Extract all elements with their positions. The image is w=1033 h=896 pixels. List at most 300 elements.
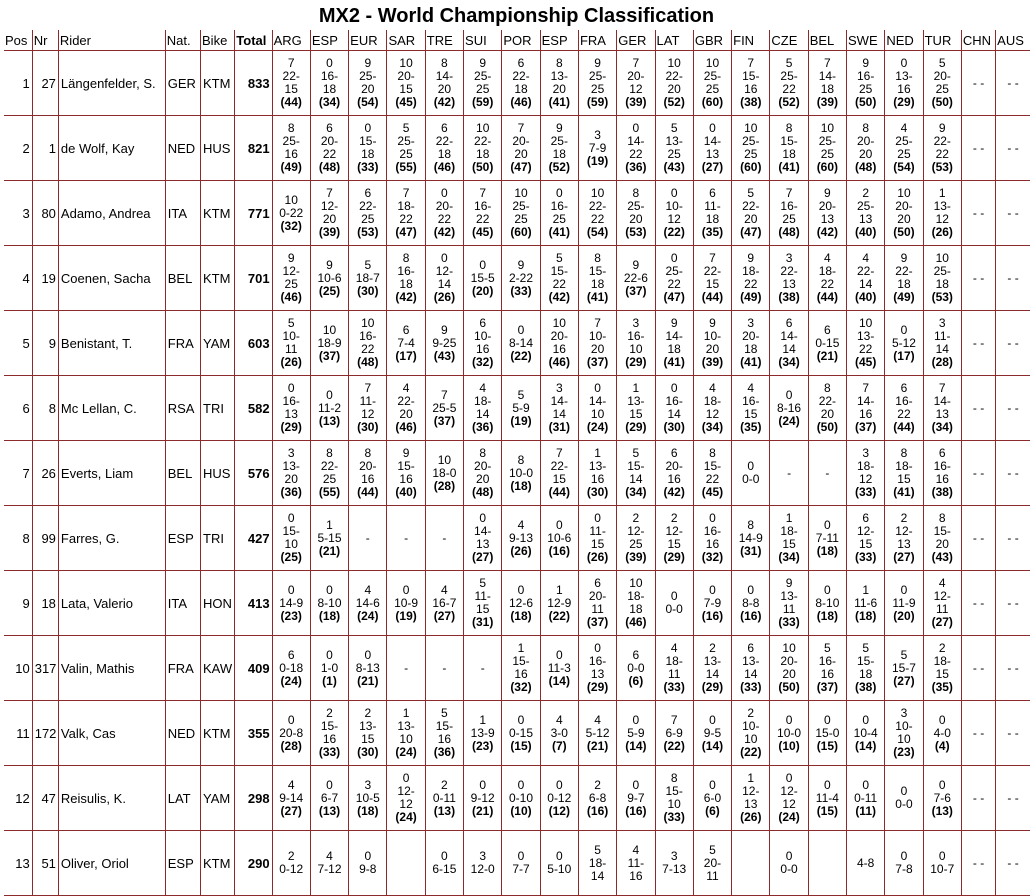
heat-result: 7-8 [895,862,913,876]
heat-result: 16- [474,199,492,213]
race-result-cell [578,831,616,896]
heat-result: 18 [858,667,873,681]
col-rider: Rider [58,30,165,51]
heat-result: 13- [703,654,722,668]
heat-result: - - [1007,140,1019,155]
heat-result: 10 [782,641,796,655]
heat-result: 9 [555,121,563,135]
race-points: (21) [586,738,609,753]
race-result-cell [885,506,923,571]
race-result-cell [349,311,387,376]
race-points: (23) [280,608,302,623]
heat-result: 11 [284,342,298,356]
race-result-cell [425,701,463,766]
heat-result: 0 [709,511,716,525]
heat-result: 22 [476,212,490,226]
race-points: (37) [816,680,839,694]
race-points: (40) [395,485,417,499]
race-result-cell [617,831,655,896]
heat-result: 15 [897,472,911,486]
heat-result: 0 [785,712,793,727]
race-result-cell [732,701,770,766]
heat-result: 16- [627,329,645,343]
race-points: (33) [854,485,877,499]
heat-result: 10 [820,121,835,135]
heat-result: 5 [862,641,869,655]
heat-result: 25 [629,537,643,551]
heat-result: 8-10 [317,595,342,610]
race-result-cell [732,246,770,311]
race-points: (16) [740,608,762,623]
heat-result: 0 [594,641,601,655]
race-result-cell [847,441,885,506]
heat-result: 9 [670,316,678,330]
race-result-cell [425,246,463,311]
heat-result: 8 [862,121,869,135]
heat-result: 10 [590,407,605,421]
race-points: (44) [548,485,570,499]
col-nat: Nat. [165,30,200,51]
race-points: (41) [893,485,915,499]
heat-result: 15- [703,459,722,473]
heat-result: 16 [476,342,490,356]
heat-result: 22 [667,277,681,291]
heat-result: 0 [326,647,333,662]
heat-result: 25- [588,69,607,83]
race-result-cell [770,701,808,766]
heat-result: 0 [670,251,678,265]
heat-result: 25 [284,277,298,291]
race-result-cell [425,766,463,831]
race-points: (44) [280,95,302,109]
nr-cell: 47 [32,766,58,831]
pos-cell: 2 [4,116,32,181]
race-result-cell [502,311,540,376]
pos-cell: 3 [4,181,32,246]
heat-result: 11-6 [854,595,878,610]
race-result-cell [693,116,731,181]
heat-result: 0 [938,777,946,792]
race-result-cell [808,701,846,766]
heat-result: 6 [938,446,946,460]
heat-result: 3 [670,849,678,863]
heat-result: 15 [476,602,490,616]
race-result-cell [349,571,387,636]
heat-result: 0 [709,121,716,135]
heat-result: 5 [555,251,563,265]
race-points: (27) [280,803,302,818]
heat-result: 12-6 [508,595,533,610]
heat-result: 6 [670,446,678,460]
heat-result: 13 [897,537,911,551]
heat-result: 20- [397,69,415,83]
race-points: (33) [663,810,685,824]
race-result-cell [732,441,770,506]
heat-result: - - [972,530,985,545]
heat-result: 4-0 [933,725,951,740]
race-result-cell [387,376,425,441]
heat-result: 3 [900,706,908,720]
heat-result: 0 [517,777,525,792]
heat-result: 13- [665,134,683,148]
heat-result: 20- [627,69,645,83]
heat-result: 3 [555,381,563,395]
heat-result: 1-0 [320,660,339,675]
pos-cell: 7 [4,441,32,506]
heat-result: 16 [858,407,873,421]
race-points: (32) [472,355,494,369]
race-points: (60) [816,160,839,174]
heat-result: - - [972,140,985,155]
race-points: (26) [740,810,762,824]
table-row [4,51,1030,116]
heat-result: 6 [862,511,869,525]
heat-result: 12- [627,524,645,538]
heat-result: 0 [594,381,601,395]
pos-cell: 1 [4,51,32,116]
race-result-cell [732,51,770,116]
heat-result: 2 [594,777,601,792]
heat-result: 12- [282,264,300,278]
heat-result: 16 [590,472,605,486]
race-result-cell [310,831,348,896]
race-points: (36) [433,745,456,759]
race-result-cell [961,116,995,181]
race-result-cell [464,311,502,376]
heat-result: 22 [705,472,720,486]
race-points: (33) [778,615,800,629]
heat-result: 20 [629,212,643,226]
race-points: (42) [433,225,456,239]
race-result-cell [578,571,616,636]
race-points: (27) [701,160,724,174]
race-result-cell [655,636,693,701]
heat-result: 1 [555,582,563,597]
heat-result: - [365,530,370,545]
bike-cell: HUS [201,441,235,506]
race-result-cell [464,636,502,701]
heat-result: 18 [744,342,758,356]
heat-result: 0 [900,56,908,70]
heat-result: 25- [397,134,415,148]
race-result-cell [425,571,463,636]
race-result-cell [996,51,1030,116]
race-result-cell [349,506,387,571]
heat-result: 7-4 [397,335,415,350]
heat-result: 6 [632,647,640,662]
heat-result: 15- [550,264,568,278]
heat-result: 1 [479,712,487,727]
race-points: (47) [663,290,685,304]
heat-result: 16 [552,342,566,356]
heat-result: 3 [287,446,295,460]
heat-result: 20 [935,537,949,551]
heat-result: - [480,660,485,675]
heat-result: 8 [517,452,525,467]
heat-result: - - [1007,400,1019,415]
nat-cell: ITA [165,181,200,246]
heat-result: - [404,660,409,675]
heat-result: 11- [589,524,606,538]
heat-result: 25- [703,69,722,83]
heat-result: 0 [287,712,295,727]
heat-result: 20-8 [279,725,304,740]
heat-result: 12-9 [547,595,572,610]
heat-result: 7-6 [933,790,951,805]
heat-result: 18 [629,602,643,616]
race-points: (21) [472,803,494,818]
heat-result: - - [1007,790,1019,805]
col-nr: Nr [32,30,58,51]
heat-result: 9 [594,56,601,70]
race-result-cell [310,376,348,441]
race-result-cell [425,181,463,246]
heat-result: 5 [824,641,831,655]
heat-result: 0 [517,712,525,727]
race-points: (30) [663,420,685,434]
race-points: (13) [931,803,953,818]
heat-result: 25 [361,212,375,226]
nat-cell: BEL [165,441,200,506]
heat-result: 14 [552,407,566,421]
race-result-cell [693,441,731,506]
heat-result: 4 [938,576,946,590]
heat-result: 10 [514,186,528,200]
race-points: (26) [586,550,609,564]
race-points: (22) [510,348,532,363]
heat-result: 25 [667,147,681,161]
race-result-cell [502,51,540,116]
race-points: (43) [433,348,456,363]
heat-result: 18 [897,277,911,291]
race-result-cell [272,701,310,766]
heat-result: 9 [824,186,831,200]
heat-result: 10 [858,316,873,330]
heat-result: 20- [895,199,913,213]
race-points: (16) [586,803,609,818]
heat-result: 6 [517,56,525,70]
table-row [4,701,1030,766]
race-result-cell [425,116,463,181]
heat-result: 8 [326,446,333,460]
race-result-cell [310,51,348,116]
race-result-cell [578,506,616,571]
bike-cell: KTM [201,831,235,896]
heat-result: 10 [399,56,413,70]
heat-result: 18 [705,212,720,226]
race-points: (29) [701,680,724,694]
race-points: (6) [705,803,720,818]
bike-cell: YAM [201,766,235,831]
heat-result: 4 [594,712,601,727]
race-points: (39) [701,355,724,369]
race-result-cell [923,701,961,766]
race-points: (22) [740,745,762,759]
race-points: (44) [816,290,839,304]
heat-result: 20- [550,329,568,343]
heat-result: 9 [287,251,295,265]
race-result-cell [464,246,502,311]
heat-result: 5 [517,387,525,402]
nr-cell: 9 [32,311,58,376]
race-points: (40) [854,290,877,304]
race-result-cell [502,701,540,766]
heat-result: 15-7 [891,660,916,675]
race-points: (37) [586,355,609,369]
nat-cell: RSA [165,376,200,441]
heat-result: 0 [479,257,487,272]
heat-result: 14 [437,277,452,291]
race-points: (50) [472,160,494,174]
race-result-cell [617,51,655,116]
heat-result: 0-11 [854,790,878,805]
race-points: (37) [586,615,609,629]
heat-result: 10- [742,719,760,733]
heat-result: 11- [627,855,645,870]
heat-result: 1 [862,582,869,597]
heat-result: 6 [479,316,487,330]
heat-result: 2 [938,641,946,655]
heat-result: 16- [550,199,568,213]
heat-result: 5 [364,257,372,272]
heat-result: 20- [933,69,951,83]
heat-result: 1 [517,641,525,655]
race-points: (31) [548,420,570,434]
heat-result: 2 [441,777,448,792]
race-points: (27) [893,550,915,564]
heat-result: 22- [474,134,492,148]
heat-result: 14- [818,69,837,83]
heat-result: 4 [555,712,563,727]
heat-result: 14 [476,407,490,421]
heat-result: 12- [397,784,415,798]
heat-result: 13 [590,667,605,681]
heat-result: 6-7 [320,790,339,805]
race-result-cell [578,116,616,181]
race-points: (28) [931,355,953,369]
race-result-cell [655,766,693,831]
heat-result: 8-10 [815,595,840,610]
heat-result: 9 [747,251,755,265]
heat-result: 20 [705,342,720,356]
heat-result: 15 [361,732,375,746]
heat-result: 0 [479,511,487,525]
race-result-cell [310,636,348,701]
col-total: Total [235,30,272,51]
race-points: (24) [357,608,379,623]
table-row [4,181,1030,246]
heat-result: 25- [282,134,300,148]
heat-result: 13- [856,329,875,343]
heat-result: 10 [437,452,452,467]
heat-result: 13 [935,407,949,421]
rider-cell: Farres, G. [58,506,165,571]
heat-result: 7-12 [317,862,342,876]
heat-result: 7 [326,186,333,200]
race-result-cell [349,441,387,506]
race-points: (23) [472,738,494,753]
heat-result: 6 [785,316,793,330]
total-cell: 290 [235,831,272,896]
heat-result: 25 [590,82,605,96]
race-result-cell [387,116,425,181]
heat-result: 0-22 [279,205,304,220]
race-result-cell [732,506,770,571]
race-points: (42) [663,485,685,499]
race-result-cell [770,636,808,701]
race-points: (35) [931,680,953,694]
race-result-cell [885,766,923,831]
heat-result: 22- [435,134,454,148]
heat-result: 2 [862,186,869,200]
heat-result: 14- [933,394,951,408]
race-result-cell [770,246,808,311]
total-cell: 603 [235,311,272,376]
heat-result: 22 [361,342,375,356]
race-result-cell [464,441,502,506]
race-result-cell [770,766,808,831]
col-race-fin: FIN [732,30,770,51]
race-result-cell [923,376,961,441]
heat-result: 0-0 [742,472,760,486]
heat-result: 8-13 [355,660,380,675]
heat-result: 10- [665,199,683,213]
race-result-cell [310,571,348,636]
table-row [4,636,1030,701]
heat-result: 22 [744,277,758,291]
heat-result: 1 [938,186,946,200]
heat-result: 18- [627,589,645,603]
race-points: (29) [893,95,915,109]
race-points: (44) [357,485,379,499]
race-points: (16) [701,608,724,623]
heat-result: 5 [938,56,946,70]
race-result-cell [578,636,616,701]
heat-result: 4 [632,842,640,857]
race-result-cell [387,571,425,636]
heat-result: 0 [747,582,755,597]
page-title: MX2 - World Championship Classification [318,5,715,27]
heat-result: 0 [555,777,563,792]
heat-result: - - [972,595,985,610]
race-result-cell [961,246,995,311]
race-result-cell [693,636,731,701]
heat-result: 13 [744,797,758,811]
race-result-cell [655,506,693,571]
heat-result: 10- [282,329,300,343]
race-points: (15) [510,738,532,753]
heat-result: 9 [709,316,716,330]
heat-result: 14 [590,868,605,883]
heat-result: 8 [555,56,563,70]
col-race-swe: SWE [847,30,885,51]
race-points: (27) [472,550,494,564]
race-result-cell [885,51,923,116]
race-result-cell [387,506,425,571]
race-result-cell [617,571,655,636]
race-result-cell [272,766,310,831]
race-points: (34) [778,355,800,369]
heat-result: 11 [706,868,719,883]
race-result-cell [885,116,923,181]
heat-result: 5 [785,56,793,70]
heat-result: 18- [474,394,492,408]
heat-result: 10 [935,251,949,265]
race-points: (34) [701,420,724,434]
race-points: (37) [433,413,456,428]
heat-result: 12- [895,524,913,538]
race-result-cell [310,766,348,831]
